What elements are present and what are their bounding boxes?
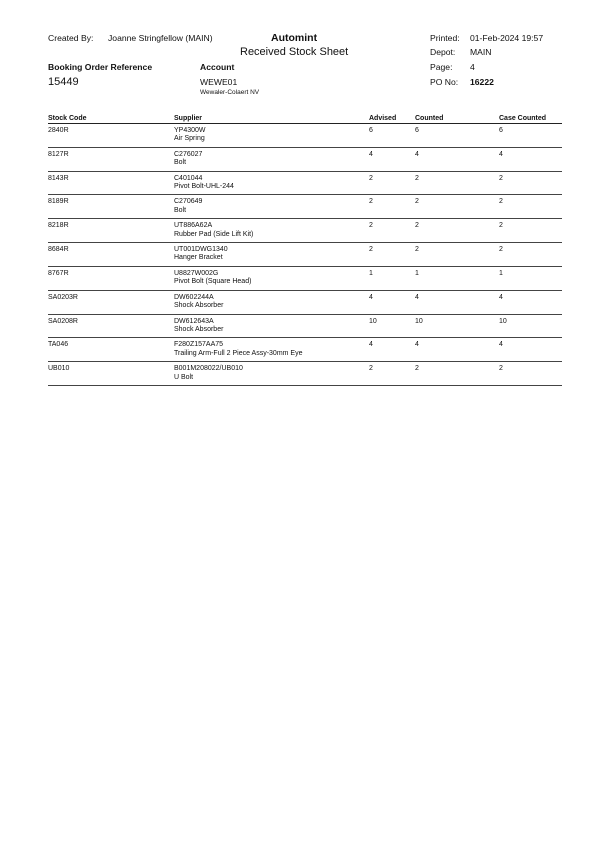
counted-cell [415,362,499,386]
stock-code-value: UB010 [48,365,70,373]
counted-cell [415,219,499,243]
case-counted-value: 4 [499,341,503,349]
case-counted-cell [499,314,562,338]
supplier-description: Bolt [174,206,187,214]
counted-cell [415,266,499,290]
stock-code-cell [48,124,174,148]
case-counted-value: 4 [499,293,503,301]
case-counted-cell [499,338,562,362]
case-counted-value: 2 [499,198,503,206]
column-header-advised: Advised [369,113,415,124]
supplier-cell [174,362,369,386]
advised-cell [369,266,415,290]
case-counted-value: 2 [499,174,503,182]
stock-code-cell [48,219,174,243]
supplier-cell [174,338,369,362]
advised-value: 1 [369,269,373,277]
case-counted-cell [499,195,562,219]
advised-value: 2 [369,365,373,373]
case-counted-value: 1 [499,269,503,277]
account-name: Wewaler-Colaert NV [200,89,260,96]
advised-cell [369,338,415,362]
supplier-cell [174,124,369,148]
sheet-title: Received Stock Sheet [240,46,349,58]
counted-value: 2 [415,222,419,230]
supplier-cell [174,147,369,171]
advised-cell [369,219,415,243]
account-code: WEWE01 [200,77,238,87]
supplier-description: Hanger Bracket [174,254,223,262]
supplier-description: Trailing Arm-Full 2 Piece Assy-30mm Eye [174,349,303,357]
stock-code-value: SA0208R [48,317,78,325]
supplier-cell [174,266,369,290]
table-row [48,171,562,195]
table-header-row [48,113,562,124]
counted-value: 4 [415,293,419,301]
column-header-supplier: Supplier [174,113,369,124]
page-value: 4 [470,62,475,72]
counted-cell [415,243,499,267]
case-counted-cell [499,243,562,267]
po-value: 16222 [470,77,494,87]
supplier-cell [174,219,369,243]
case-counted-value: 2 [499,246,503,254]
stock-code-value: 8684R [48,246,69,254]
advised-value: 6 [369,127,373,134]
stock-code-value: 2840R [48,127,69,134]
case-counted-value: 10 [499,317,507,325]
supplier-cell [174,243,369,267]
counted-cell [415,290,499,314]
case-counted-cell [499,266,562,290]
depot-label: Depot: [430,47,456,57]
counted-cell [415,147,499,171]
table-row [48,195,562,219]
created-by-label: Created By: [48,33,94,43]
supplier-description: Shock Absorber [174,325,224,333]
table-row [48,124,562,148]
counted-cell [415,195,499,219]
supplier-value: C270649 [174,198,203,206]
table-row [48,338,562,362]
supplier-cell [174,290,369,314]
advised-cell [369,243,415,267]
created-by-value: Joanne Stringfellow (MAIN) [108,33,213,43]
stock-code-cell [48,147,174,171]
supplier-description: Pivot Bolt (Square Head) [174,278,252,286]
supplier-value: U8827W002G [174,269,219,277]
counted-value: 4 [415,341,419,349]
advised-value: 4 [369,293,373,301]
booking-ref-value: 15449 [48,76,79,88]
supplier-value: C276027 [174,150,203,158]
counted-value: 4 [415,150,419,158]
stock-code-cell [48,290,174,314]
advised-cell [369,171,415,195]
company-name: Automint [271,32,318,44]
supplier-description: Air Spring [174,135,205,143]
advised-value: 4 [369,341,373,349]
advised-value: 2 [369,246,373,254]
stock-code-cell [48,243,174,267]
advised-value: 10 [369,317,377,325]
counted-value: 2 [415,365,419,373]
stock-code-cell [48,338,174,362]
advised-value: 4 [369,150,373,158]
counted-value: 2 [415,174,419,182]
table-row [48,290,562,314]
advised-value: 2 [369,174,373,182]
table-row [48,362,562,386]
advised-cell [369,362,415,386]
case-counted-value: 6 [499,127,503,134]
case-counted-value: 2 [499,365,503,373]
table-row [48,147,562,171]
supplier-value: UT001DWG1340 [174,246,228,254]
column-header-counted: Counted [415,113,499,124]
supplier-cell [174,171,369,195]
case-counted-cell [499,171,562,195]
supplier-cell [174,195,369,219]
stock-table-body [48,124,562,386]
case-counted-cell [499,124,562,148]
advised-cell [369,290,415,314]
booking-ref-label: Booking Order Reference [48,62,153,72]
stock-code-cell [48,362,174,386]
stock-code-cell [48,195,174,219]
stock-code-value: 8127R [48,150,69,158]
supplier-description: Pivot Bolt-UHL-244 [174,183,234,191]
column-header-case-counted: Case Counted [499,113,562,124]
supplier-cell [174,314,369,338]
account-label: Account [200,62,235,72]
column-header-stock-code: Stock Code [48,113,174,124]
counted-value: 10 [415,317,423,325]
counted-cell [415,124,499,148]
supplier-value: UT886A62A [174,222,213,230]
case-counted-cell [499,219,562,243]
advised-cell [369,195,415,219]
case-counted-value: 2 [499,222,503,230]
table-row [48,219,562,243]
counted-cell [415,171,499,195]
supplier-value: C401044 [174,174,203,182]
supplier-value: DW602244A [174,293,214,301]
advised-value: 2 [369,222,373,230]
counted-value: 2 [415,246,419,254]
case-counted-cell [499,147,562,171]
table-row [48,243,562,267]
supplier-value: F280Z157AA75 [174,341,224,349]
printed-label: Printed: [430,33,460,43]
stock-code-value: 8189R [48,198,69,206]
supplier-value: B001M208022/UB010 [174,365,243,373]
table-row [48,314,562,338]
depot-value: MAIN [470,47,492,57]
stock-code-cell [48,171,174,195]
stock-code-value: 8143R [48,174,69,182]
supplier-value: DW612643A [174,317,214,325]
case-counted-cell [499,290,562,314]
supplier-description: Shock Absorber [174,302,224,310]
case-counted-cell [499,362,562,386]
table-row [48,266,562,290]
counted-cell [415,338,499,362]
supplier-description: Rubber Pad (Side Lift Kit) [174,230,254,238]
supplier-description: Bolt [174,159,187,167]
counted-cell [415,314,499,338]
supplier-value: YP4300W [174,127,206,134]
page-label: Page: [430,62,453,72]
stock-code-value: SA0203R [48,293,78,301]
counted-value: 6 [415,127,419,134]
printed-value: 01-Feb-2024 19:57 [470,33,544,43]
counted-value: 2 [415,198,419,206]
counted-value: 1 [415,269,419,277]
stock-code-value: TA046 [48,341,69,349]
supplier-description: U Bolt [174,373,194,381]
case-counted-value: 4 [499,150,503,158]
advised-cell [369,314,415,338]
stock-code-value: 8218R [48,222,69,230]
advised-value: 2 [369,198,373,206]
stock-code-value: 8767R [48,269,69,277]
advised-cell [369,147,415,171]
po-label: PO No: [430,77,459,87]
stock-code-cell [48,314,174,338]
stock-table [48,113,562,386]
stock-code-cell [48,266,174,290]
advised-cell [369,124,415,148]
